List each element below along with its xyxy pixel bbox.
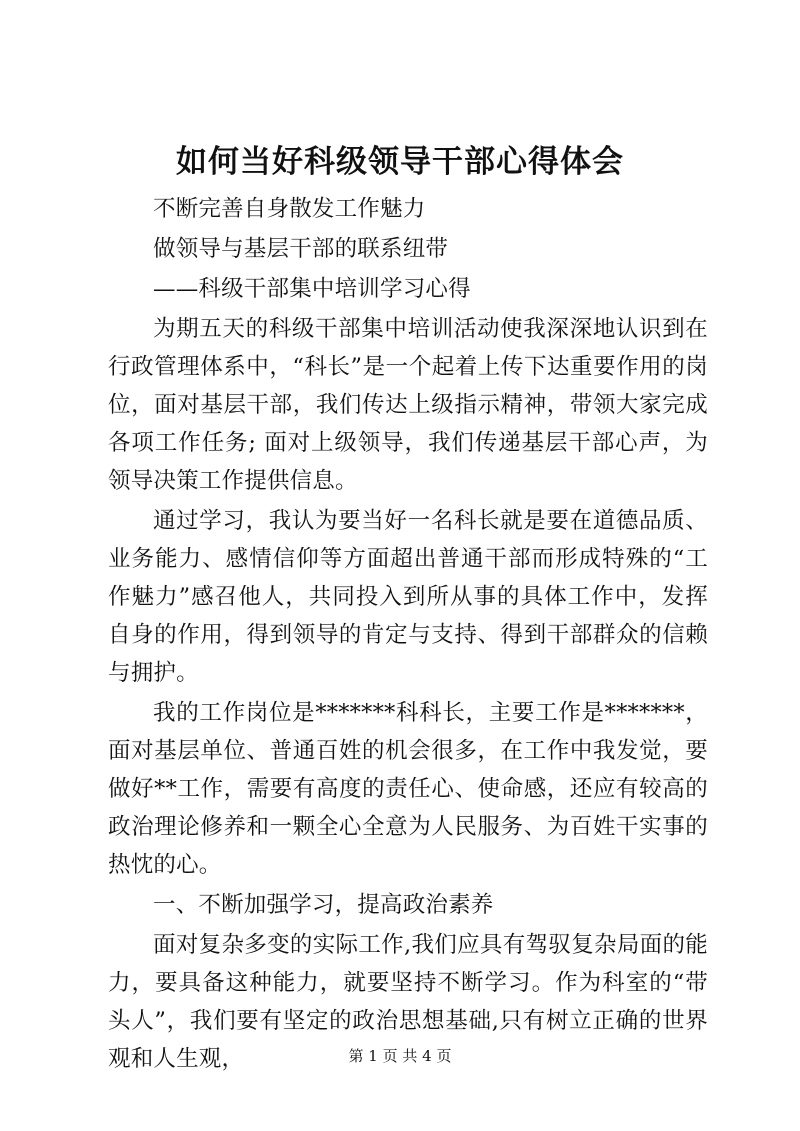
body-paragraph: 通过学习，我认为要当好一名科长就是要在道德品质、业务能力、感情信仰等方面超出普通干部而形成特殊的“工作魅力”感召他人，共同投入到所从事的具体工作中，发挥自身的作用，得到领导的肯定与支持、得到干部群众的信赖与拥护。 [108, 508, 708, 686]
subtitle-line-2: 做领导与基层干部的联系纽带 [153, 236, 449, 262]
document-title: 如何当好科级领导干部心得体会 [176, 144, 624, 180]
document-body [108, 190, 708, 1078]
body-paragraph: 为期五天的科级干部集中培训活动使我深深地认识到在行政管理体系中，“科长”是一个起着上传下达重要作用的岗位，面对基层干部，我们传达上级指示精神，带领大家完成各项工作任务; 面对上级领导，我们传递基层干部心声，为领导决策工作提供信息。 [108, 316, 708, 494]
section-heading: 一、不断加强学习，提高政治素养 [153, 892, 494, 918]
body-paragraph: 我的工作岗位是*******科科长，主要工作是*******，面对基层单位、普通百姓的机会很多，在工作中我发觉，要做好**工作，需要有高度的责任心、使命感，还应有较高的政治理论修养和一颗全心全意为人民服务、为百姓干实事的热忱的心。 [108, 700, 708, 878]
subtitle-line-1: 不断完善自身散发工作魅力 [153, 196, 426, 222]
page-footer: 第 1 页 共 4 页 [348, 1047, 452, 1065]
subtitle-line-3: ——科级干部集中培训学习心得 [153, 276, 471, 302]
body-paragraph: 面对复杂多变的实际工作,我们应具有驾驭复杂局面的能力，要具备这种能力，就要坚持不断学习。作为科室的“带头人”，我们要有坚定的政治思想基础,只有树立正确的世界观和人生观， [108, 932, 708, 1072]
